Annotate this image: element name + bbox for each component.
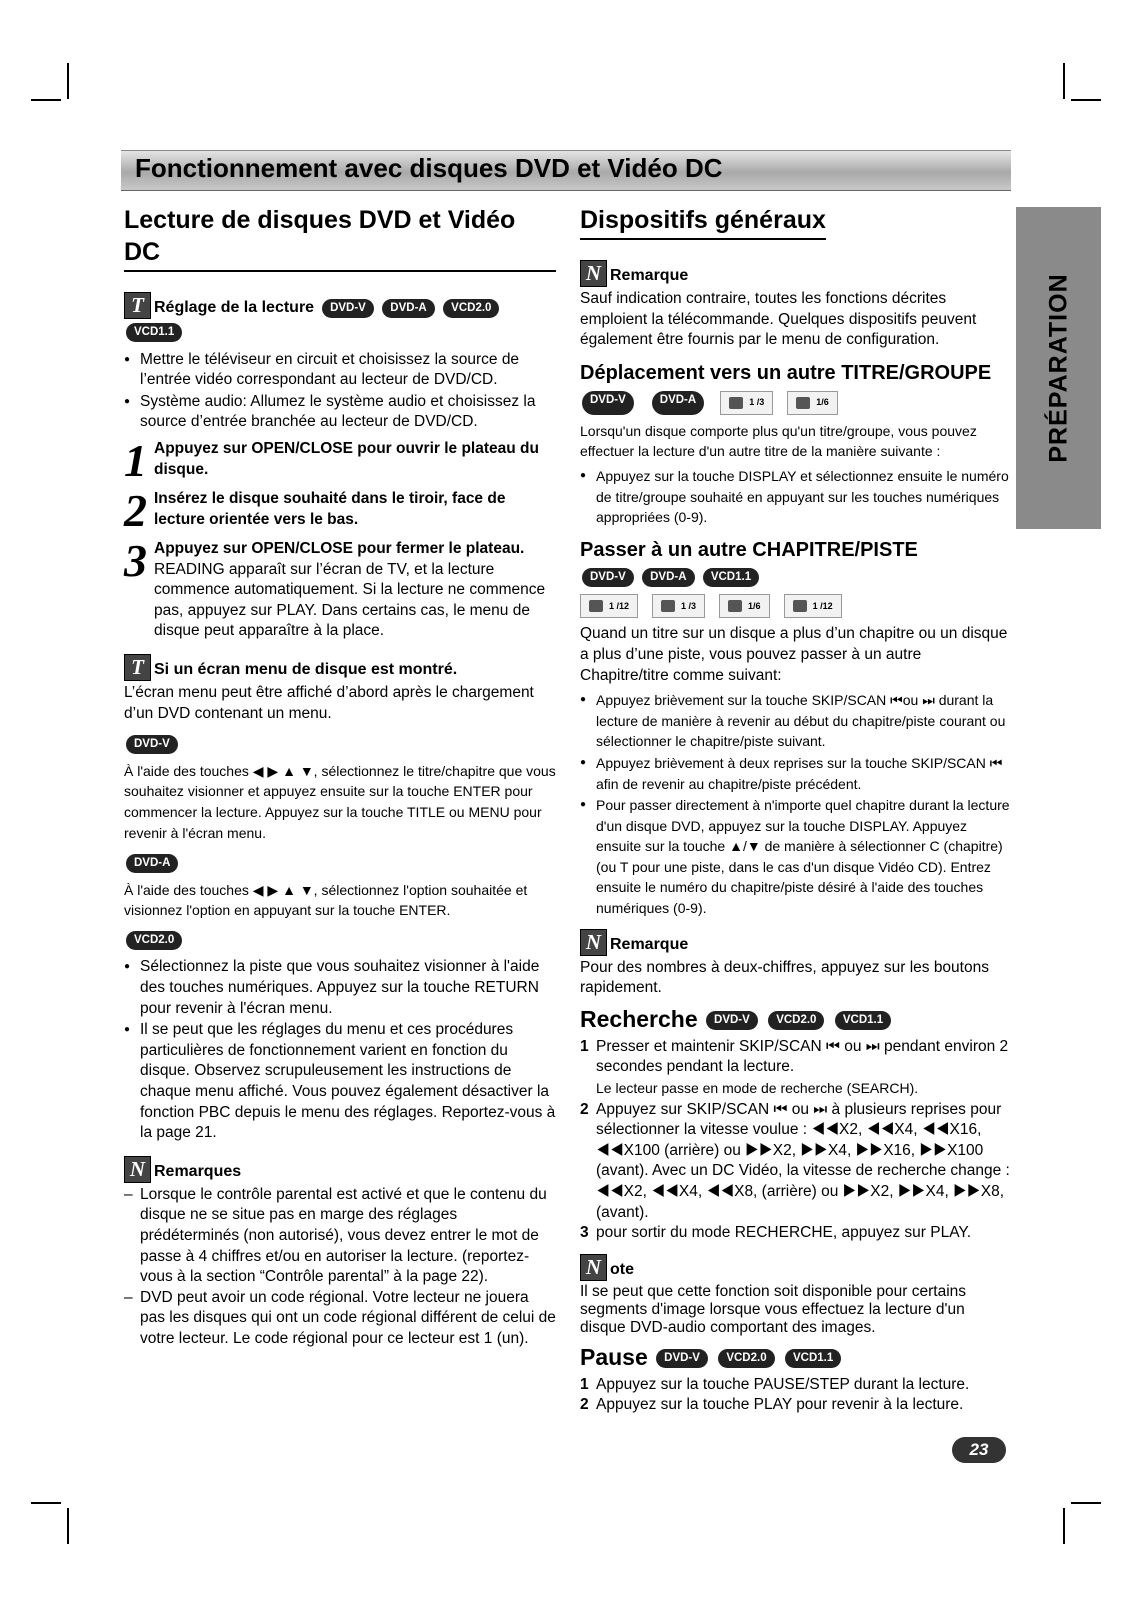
section-side-tab <box>1016 207 1101 529</box>
note2-text: Pour des nombres à deux-chiffres, appuyez sur les boutons rapidement. <box>580 958 989 997</box>
step-number: 2 <box>124 484 147 536</box>
badge-vcd20: VCD2.0 <box>768 1011 824 1030</box>
badge-dvd-v: DVD-V <box>126 735 178 754</box>
crop-mark <box>67 63 69 99</box>
page-banner <box>121 150 1011 191</box>
chapter-heading: Passer à un autre CHAPITRE/PISTE <box>580 538 918 561</box>
title-display <box>652 594 705 618</box>
chapter-display <box>580 594 638 618</box>
step-2 <box>124 484 556 536</box>
left-column <box>124 204 556 1352</box>
chapter-intro: Quand un titre sur un disque a plus d’un chapitre ou un disque a plus d’une piste, vous pouvez passer à un autre Chapitre/titre comme suivant: <box>580 625 1008 684</box>
list-item <box>580 1223 1010 1244</box>
note2-header <box>580 929 1010 956</box>
tip-icon: T <box>124 292 151 319</box>
badge-dvd-v: DVD-V <box>582 391 634 415</box>
note-icon: N <box>580 260 607 287</box>
list-item: – Lorsque le contrôle parental est activé et que le contenu du disque ne se situe pas en marge des réglages prédéterminés (non autorisé), vous devez entrer le mot de passe à 4 chiffres et/ou en autoriser la lecture. (reportez-vous à la section “Contrôle parental” à la page 22). <box>124 1185 556 1288</box>
item-text: Appuyez sur la touche PAUSE/STEP durant la lecture. <box>596 1375 970 1393</box>
badge-vcd11: VCD1.1 <box>785 1349 841 1368</box>
search-heading <box>580 1007 1010 1031</box>
vcd-list <box>124 957 556 1143</box>
display-value: 1 /12 <box>812 601 833 612</box>
menu-intro: L’écran menu peut être affiché d’abord après le chargement d’un DVD contenant un menu. <box>124 683 534 722</box>
badge-vcd11: VCD1.1 <box>703 568 759 587</box>
item-number: 3 <box>580 1224 589 1242</box>
disc-icon <box>661 600 675 612</box>
music-icon <box>728 600 742 612</box>
badge-dvd-a: DVD-A <box>382 299 434 318</box>
setup-header <box>124 292 556 319</box>
badge-dvd-v: DVD-V <box>582 568 634 587</box>
badge-dvd-a: DVD-A <box>126 854 178 873</box>
image-icon <box>793 600 807 612</box>
item-text: Appuyez sur SKIP/SCAN ⏮ ou ⏭ à plusieurs reprises pour sélectionner la vitesse voulue : ◀◀X2, ◀◀X4, ◀◀X16, ◀◀X100 (arrière) ou ▶▶X2, ▶▶X4, ▶▶X16, ▶▶X100 (avant). Avec un DC Vidéo, la vitesse de recherche change : ◀◀X2, ◀◀X4, ◀◀X8, (arrière) ou ▶▶X2, ▶▶X4, ▶▶X8, (avant). <box>596 1100 1010 1221</box>
display-value: 1/6 <box>816 397 829 408</box>
banner-title: Fonctionnement avec disques DVD et Vidéo DC <box>135 153 723 183</box>
pause-list <box>580 1375 1010 1416</box>
note1-text: Sauf indication contraire, toutes les fonctions décrites emploient la télécommande. Quelques dispositifs peuvent également être fournis par le menu de configuration. <box>580 290 977 349</box>
track-display <box>784 594 842 618</box>
item-number: 2 <box>580 1396 589 1414</box>
crop-mark <box>31 99 61 101</box>
left-heading: Lecture de disques DVD et Vidéo DC <box>124 204 556 272</box>
list-item <box>580 1100 1010 1224</box>
step-bold: Insérez le disque souhaité dans le tiroir, face de lecture orientée vers le bas. <box>154 489 506 528</box>
dvdv-text: À l'aide des touches ◀ ▶ ▲ ▼, sélectionnez le titre/chapitre que vous souhaitez visionner et appuyez ensuite sur la touche ENTER pour commencer la lecture. Appuyez sur la touche TITLE ou MENU pour revenir à l'écran menu. <box>124 762 556 841</box>
badge-dvd-v: DVD-V <box>656 1349 708 1368</box>
remarks-title: Remarques <box>154 1163 242 1181</box>
step-bold: Appuyez sur OPEN/CLOSE pour ouvrir le plateau du disque. <box>154 439 539 478</box>
setup-title: Réglage de la lecture <box>154 299 315 317</box>
step-1 <box>124 434 556 486</box>
group-display <box>787 391 838 415</box>
remarks-header <box>124 1156 556 1183</box>
display-value: 1 /12 <box>609 601 630 612</box>
list-item <box>580 1395 1010 1416</box>
step-number: 1 <box>124 434 147 486</box>
dvda-text: À l'aide des touches ◀ ▶ ▲ ▼, sélectionnez l'option souhaitée et visionnez l'option en appuyant sur la touche ENTER. <box>124 881 528 919</box>
list-item: ● Il se peut que les réglages du menu et ces procédures particulières de fonctionnement varient en fonction du disque. Observez scrupuleusement les instructions de chaque menu affiché. Vous pouvez également désactiver la fonction PBC depuis le menu des réglages. Reportez-vous à la page 21. <box>124 1020 556 1144</box>
list-item: ● Pour passer directement à n'importe quel chapitre durant la lecture d'un disque DVD, appuyez sur la touche DISPLAY. Appuyez ensuite sur la touche ▲/▼ de manière à sélectionner C (chapitre) (ou T pour une piste, dans le cas d'un disque Vidéo CD). Entrez ensuite le numéro du chapitre/piste désiré à l'aide des touches numériques (0-9). <box>580 795 1010 919</box>
right-heading: Dispositifs généraux <box>580 204 826 240</box>
pause-heading <box>580 1345 1010 1369</box>
item-number: 1 <box>580 1037 589 1055</box>
menu-header <box>124 654 556 681</box>
list-item: ● Sélectionnez la piste que vous souhaitez visionner à l'aide des touches numériques. Appuyez sur la touche RETURN pour revenir à l'écran menu. <box>124 957 556 1019</box>
note2-title: Remarque <box>610 936 689 954</box>
crop-mark <box>67 1508 69 1544</box>
list-item: ● Système audio: Allumez le système audio et choisissez la source d’entrée branchée au lecteur de DVD/CD. <box>124 392 556 433</box>
badge-vcd11: VCD1.1 <box>835 1011 891 1030</box>
search-list <box>580 1037 1010 1244</box>
chapter-displays <box>580 594 1010 618</box>
crop-mark <box>1063 1508 1065 1544</box>
note1-header <box>580 260 1010 287</box>
display-value: 1 /3 <box>681 601 697 612</box>
badge-dvd-a: DVD-A <box>642 568 694 587</box>
menu-title: Si un écran menu de disque est montré. <box>154 661 458 679</box>
pause-title: Pause <box>580 1343 648 1370</box>
title-display <box>720 391 773 415</box>
list-item: ● Appuyez sur la touche DISPLAY et sélectionnez ensuite le numéro de titre/groupe souhaité en appuyant sur les touches numériques appropriées (0-9). <box>580 466 1010 528</box>
step-text: READING apparaît sur l’écran de TV, et la lecture commence automatiquement. Si la lecture ne commence pas, appuyez sur PLAY. Dans certains cas, le menu de disque peut apparaître à la place. <box>154 560 546 640</box>
music-icon <box>796 397 810 409</box>
chapter-badges <box>580 568 1010 589</box>
badge-vcd11: VCD1.1 <box>126 323 182 342</box>
tip-icon: T <box>124 654 151 681</box>
setup-list <box>124 350 556 433</box>
side-tab-label: PRÉPARATION <box>1044 273 1072 463</box>
crop-mark <box>1071 1502 1101 1504</box>
group-display <box>719 594 770 618</box>
list-item: ● Appuyez brièvement à deux reprises sur la touche SKIP/SCAN ⏮ afin de revenir au chapitre/piste précédent. <box>580 753 1010 794</box>
list-item <box>580 1037 1010 1100</box>
note1-title: Remarque <box>610 267 689 285</box>
chapter-list <box>580 690 1010 919</box>
crop-mark <box>31 1502 61 1504</box>
note3-header <box>580 1254 1010 1281</box>
title-group-heading: Déplacement vers un autre TITRE/GROUPE <box>580 361 992 384</box>
badge-vcd20: VCD2.0 <box>443 299 499 318</box>
note3-title: ote <box>610 1261 634 1279</box>
list-item: ● Mettre le téléviseur en circuit et choisissez la source de l’entrée vidéo correspondant au lecteur de DVD/CD. <box>124 350 556 391</box>
page-number: 23 <box>952 1437 1006 1463</box>
badge-dvd-a: DVD-A <box>652 391 704 415</box>
remarks-list <box>124 1185 556 1350</box>
note-icon: N <box>124 1156 151 1183</box>
right-column <box>580 204 1010 1422</box>
title-group-intro: Lorsqu'un disque comporte plus qu'un titre/groupe, vous pouvez effectuer la lecture d'un autre titre de la manière suivante : <box>580 422 977 460</box>
item-text: pour sortir du mode RECHERCHE, appuyez sur PLAY. <box>596 1224 972 1242</box>
list-item: – DVD peut avoir un code régional. Votre lecteur ne jouera pas les disques qui ont un code régional différent de celui de votre lecteur. Le code régional pour ce lecteur est 1 (un). <box>124 1288 556 1350</box>
item-text: Appuyez sur la touche PLAY pour revenir à la lecture. <box>596 1396 964 1414</box>
note-icon: N <box>580 929 607 956</box>
item-number: 2 <box>580 1100 589 1118</box>
step-number: 3 <box>124 534 147 586</box>
badge-vcd20: VCD2.0 <box>126 931 182 950</box>
badge-dvd-v: DVD-V <box>706 1011 758 1030</box>
title-group-badges <box>580 391 1010 415</box>
title-group-list <box>580 466 1010 528</box>
list-item <box>580 1375 1010 1396</box>
step-bold: Appuyez sur OPEN/CLOSE pour fermer le plateau. <box>154 539 525 557</box>
film-icon <box>589 600 603 612</box>
disc-icon <box>729 397 743 409</box>
note-icon: N <box>580 1254 607 1281</box>
step-3 <box>124 534 556 642</box>
badge-vcd20: VCD2.0 <box>718 1349 774 1368</box>
note3-text: Il se peut que cette fonction soit disponible pour certains segments d'image lorsque vous effectuez la lecture d'un disque DVD-audio comportant des images. <box>580 1282 967 1336</box>
crop-mark <box>1063 63 1065 99</box>
search-title: Recherche <box>580 1005 698 1032</box>
item-text: Presser et maintenir SKIP/SCAN ⏮ ou ⏭ pendant environ 2 secondes pendant la lecture. <box>596 1037 1009 1076</box>
item-subtext: Le lecteur passe en mode de recherche (SEARCH). <box>596 1080 919 1097</box>
item-number: 1 <box>580 1375 589 1393</box>
display-value: 1 /3 <box>749 397 765 408</box>
display-value: 1/6 <box>748 601 761 612</box>
crop-mark <box>1071 99 1101 101</box>
list-item: ● Appuyez brièvement sur la touche SKIP/SCAN ⏮ou ⏭ durant la lecture de manière à revenir au début du chapitre/piste courant ou sélectionner le chapitre/piste suivant. <box>580 690 1010 752</box>
badge-dvd-v: DVD-V <box>322 299 374 318</box>
